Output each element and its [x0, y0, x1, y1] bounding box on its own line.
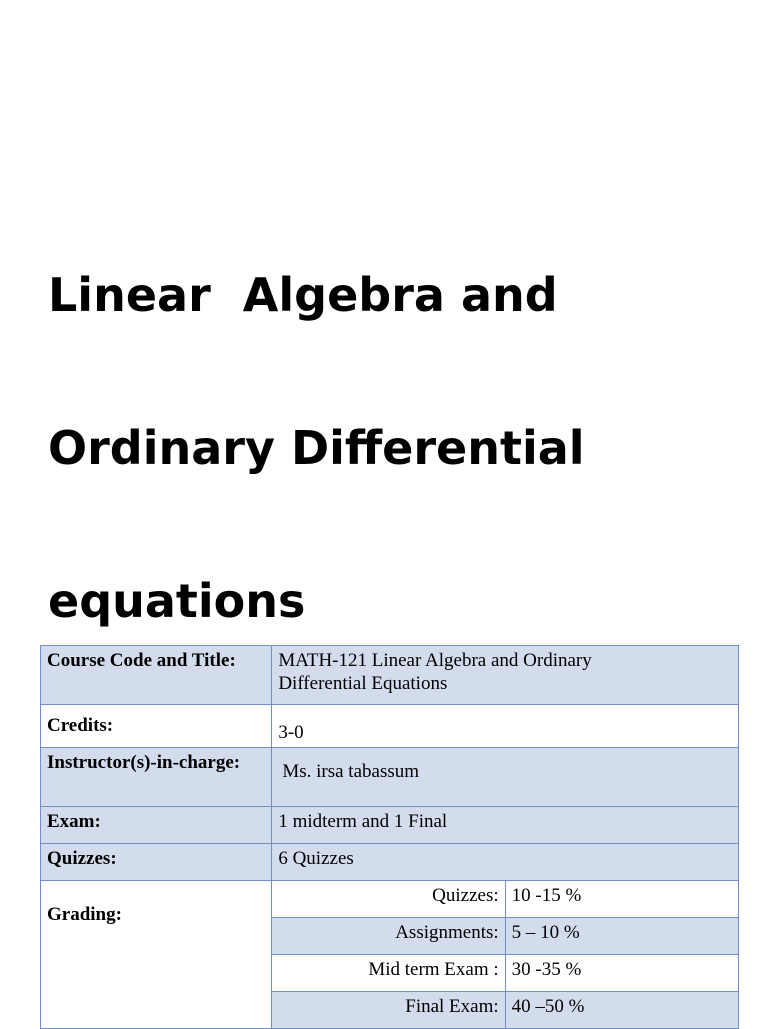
credits-row	[41, 705, 739, 748]
credits-value: 3-0	[272, 705, 739, 748]
exam-value: 1 midterm and 1 Final	[272, 807, 739, 844]
grading-weight: 40 –50 %	[505, 992, 738, 1029]
grading-item: Final Exam:	[272, 992, 505, 1029]
grading-label: Grading:	[41, 881, 272, 1029]
grading-item: Mid term Exam :	[272, 955, 505, 992]
course-code-value-line-2: Differential Equations	[278, 673, 448, 694]
title-line-3: equations	[48, 574, 306, 628]
grading-weight: 5 – 10 %	[505, 918, 738, 955]
title-line-2: Ordinary Differential	[48, 421, 585, 475]
grading-item: Quizzes:	[272, 881, 505, 918]
course-code-value	[272, 646, 739, 705]
course-code-row	[41, 646, 739, 705]
exam-label: Exam:	[41, 807, 272, 844]
instructor-label: Instructor(s)-in-charge:	[41, 748, 272, 807]
quizzes-value: 6 Quizzes	[272, 844, 739, 881]
quizzes-row	[41, 844, 739, 881]
instructor-value: Ms. irsa tabassum	[272, 748, 739, 807]
exam-row	[41, 807, 739, 844]
grading-weight: 10 -15 %	[505, 881, 738, 918]
quizzes-label: Quizzes:	[41, 844, 272, 881]
title-line-1: Linear Algebra and	[48, 268, 558, 322]
grading-row	[41, 881, 739, 918]
page-title	[48, 168, 728, 678]
credits-label: Credits:	[41, 705, 272, 748]
course-code-label: Course Code and Title:	[41, 646, 272, 705]
grading-weight: 30 -35 %	[505, 955, 738, 992]
instructor-row	[41, 748, 739, 807]
course-info-table	[40, 645, 739, 1029]
course-code-value-line-1: MATH-121 Linear Algebra and Ordinary	[278, 650, 592, 671]
grading-item: Assignments:	[272, 918, 505, 955]
